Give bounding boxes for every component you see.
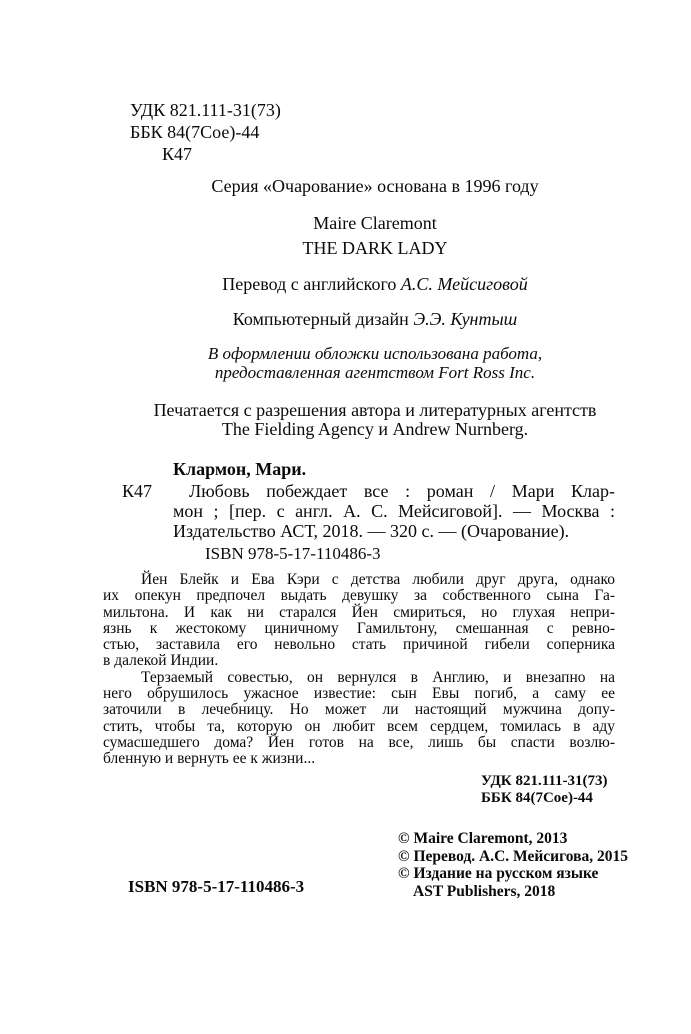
rights-note-line-2: The Fielding Agency и Andrew Nurnberg. xyxy=(221,419,529,439)
design-credit xyxy=(135,309,615,329)
annotation-line: мильтона. И как ни старался Йен смириться, но глухая непри- xyxy=(103,603,615,621)
original-author: Maire Claremont xyxy=(313,213,437,233)
bbk-code: ББК 84(7Сое)-44 xyxy=(130,122,260,142)
bbk-code-right: ББК 84(7Сое)-44 xyxy=(481,790,593,806)
design-label: Компьютерный дизайн xyxy=(232,309,414,329)
author-sign-code: К47 xyxy=(162,144,193,164)
series-note: Серия «Очарование» основана в 1996 году xyxy=(211,176,539,196)
copyright-line: © Издание на русском языке xyxy=(398,865,599,883)
cover-note-line-1: В оформлении обложки использована работа, xyxy=(207,344,543,363)
annotation-line: стью, заставила его невольно стать причиной гибели соперника xyxy=(103,636,615,654)
top-codes-block xyxy=(130,99,281,165)
annotation-line: заточили в лечебницу. Но может ли настоящий мужчина допу- xyxy=(103,701,615,719)
copyright-line: © Maire Claremont, 2013 xyxy=(398,830,568,847)
annotation-block xyxy=(103,572,615,768)
catalog-code: К47 xyxy=(122,481,153,501)
cover-note-line-2: предоставленная агентством Fort Ross Inc. xyxy=(214,363,536,382)
udk-code-right: УДК 821.111-31(73) xyxy=(481,773,608,789)
annotation-line: их опекун предпочел выдать девушку за собственного сына Га- xyxy=(103,587,615,605)
isbn-bottom: ISBN 978-5-17-110486-3 xyxy=(128,877,305,896)
catalog-isbn: ISBN 978-5-17-110486-3 xyxy=(205,544,381,563)
catalog-description xyxy=(173,481,615,541)
catalog-author-heading: Клармон, Мари. xyxy=(173,459,307,479)
codes-right-block xyxy=(481,773,608,807)
annotation-line: Йен Блейк и Ева Кэри с детства любили друг друга, однако xyxy=(141,571,615,588)
annotation-line: него обрушилось ужасное известие: сын Евы погиб, а саму ее xyxy=(103,685,615,703)
rights-note-line-1: Печатается с разрешения автора и литературных агентств xyxy=(153,400,597,420)
translation-credit xyxy=(135,274,615,294)
udk-code: УДК 821.111-31(73) xyxy=(130,100,281,120)
annotation-line: язнь к жестокому циничному Гамильтону, смешанная с ревно- xyxy=(103,619,615,637)
designer-name: Э.Э. Кунтыш xyxy=(413,309,518,329)
annotation-line: бленную и вернуть ее к жизни... xyxy=(103,750,316,768)
original-title: THE DARK LADY xyxy=(302,238,448,258)
catalog-line: Любовь побеждает все : роман / Мари Клар- xyxy=(189,481,615,501)
copyright-line: © Перевод. А.С. Мейсигова, 2015 xyxy=(398,847,628,865)
annotation-line: в далекой Индии. xyxy=(103,652,219,670)
catalog-line: мон ; [пер. с англ. А. С. Мейсиговой]. — Москва : xyxy=(173,501,615,521)
annotation-line: сумасшедшего дома? Йен готов на все, лишь бы спасти возлю- xyxy=(103,733,615,751)
translator-name: А.С. Мейсиговой xyxy=(400,274,528,294)
translation-label: Перевод с английского xyxy=(222,274,401,294)
annotation-line: Терзаемый совестью, он вернулся в Англию, и внезапно на xyxy=(141,668,615,686)
copyright-line: AST Publishers, 2018 xyxy=(413,882,556,900)
copyright-block xyxy=(398,830,628,900)
annotation-line: стить, чтобы та, которую он любит всем сердцем, томилась в аду xyxy=(103,717,615,735)
catalog-line: Издательство АСТ, 2018. — 320 с. — (Очарование). xyxy=(173,521,570,541)
